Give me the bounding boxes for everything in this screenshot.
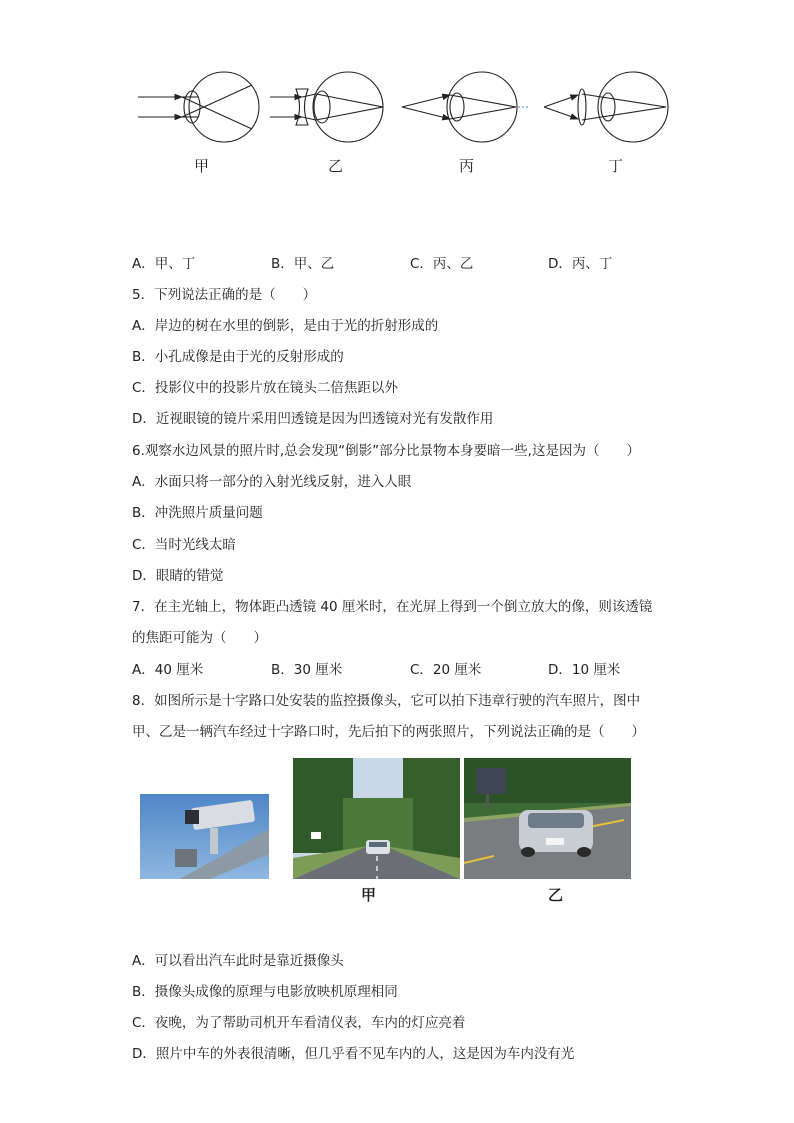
eye-diagram-jia xyxy=(138,72,259,142)
q7-stem-line1: 7．在主光轴上，物体距凸透镜 40 厘米时，在光屏上得到一个倒立放大的像，则该透镜 xyxy=(132,599,653,615)
q7-option-c: C．20 厘米 xyxy=(410,662,482,678)
q5-stem: 5．下列说法正确的是（ ） xyxy=(132,287,317,303)
eye-label-jia: 甲 xyxy=(194,157,210,175)
eye-diagram-yi xyxy=(270,72,383,142)
photo-label-yi: 乙 xyxy=(548,886,564,904)
q4-option-a: A．甲、丁 xyxy=(132,256,196,272)
q8-option-d: D．照片中车的外表很清晰，但几乎看不见车内的人，这是因为车内没有光 xyxy=(132,1046,575,1062)
road-photo-yi xyxy=(464,758,631,879)
q6-option-c: C．当时光线太暗 xyxy=(132,537,236,553)
eye-diagrams-figure xyxy=(130,62,680,152)
q4-option-d: D．丙、丁 xyxy=(548,256,613,272)
eye-label-yi: 乙 xyxy=(328,157,344,175)
q8-option-b: B．摄像头成像的原理与电影放映机原理相同 xyxy=(132,984,398,1000)
q5-option-b: B．小孔成像是由于光的反射形成的 xyxy=(132,349,344,365)
q5-option-c: C．投影仪中的投影片放在镜头二倍焦距以外 xyxy=(132,380,398,396)
q6-stem: 6.观察水边风景的照片时,总会发现“倒影”部分比景物本身要暗一些,这是因为（ ） xyxy=(132,443,640,459)
road-photo-jia xyxy=(293,758,460,879)
photo-label-jia: 甲 xyxy=(361,886,377,904)
q4-option-c: C．丙、乙 xyxy=(410,256,474,272)
q8-stem-line2: 甲、乙是一辆汽车经过十字路口时，先后拍下的两张照片，下列说法正确的是（ ） xyxy=(132,724,645,740)
q7-option-b: B．30 厘米 xyxy=(271,662,343,678)
q5-option-d: D．近视眼镜的镜片采用凹透镜是因为凹透镜对光有发散作用 xyxy=(132,411,494,427)
q8-option-c: C．夜晚，为了帮助司机开车看清仪表，车内的灯应亮着 xyxy=(132,1015,466,1031)
surveillance-camera-photo xyxy=(140,794,269,879)
q7-stem-line2: 的焦距可能为（ ） xyxy=(132,630,267,646)
eye-label-ding: 丁 xyxy=(608,157,624,175)
q8-stem-line1: 8．如图所示是十字路口处安装的监控摄像头，它可以拍下违章行驶的汽车照片，图中 xyxy=(132,693,641,709)
eye-diagram-bing xyxy=(402,72,530,142)
q6-option-d: D．眼睛的错觉 xyxy=(132,568,224,584)
q7-option-a: A．40 厘米 xyxy=(132,662,204,678)
q4-option-b: B．甲、乙 xyxy=(271,256,335,272)
eye-diagram-ding xyxy=(544,72,668,142)
q7-option-d: D．10 厘米 xyxy=(548,662,621,678)
q6-option-a: A．水面只将一部分的入射光线反射，进入人眼 xyxy=(132,474,412,490)
q8-option-a: A．可以看出汽车此时是靠近摄像头 xyxy=(132,953,344,969)
q5-option-a: A．岸边的树在水里的倒影，是由于光的折射形成的 xyxy=(132,318,439,334)
eye-label-bing: 丙 xyxy=(459,157,475,175)
q6-option-b: B．冲洗照片质量问题 xyxy=(132,505,263,521)
